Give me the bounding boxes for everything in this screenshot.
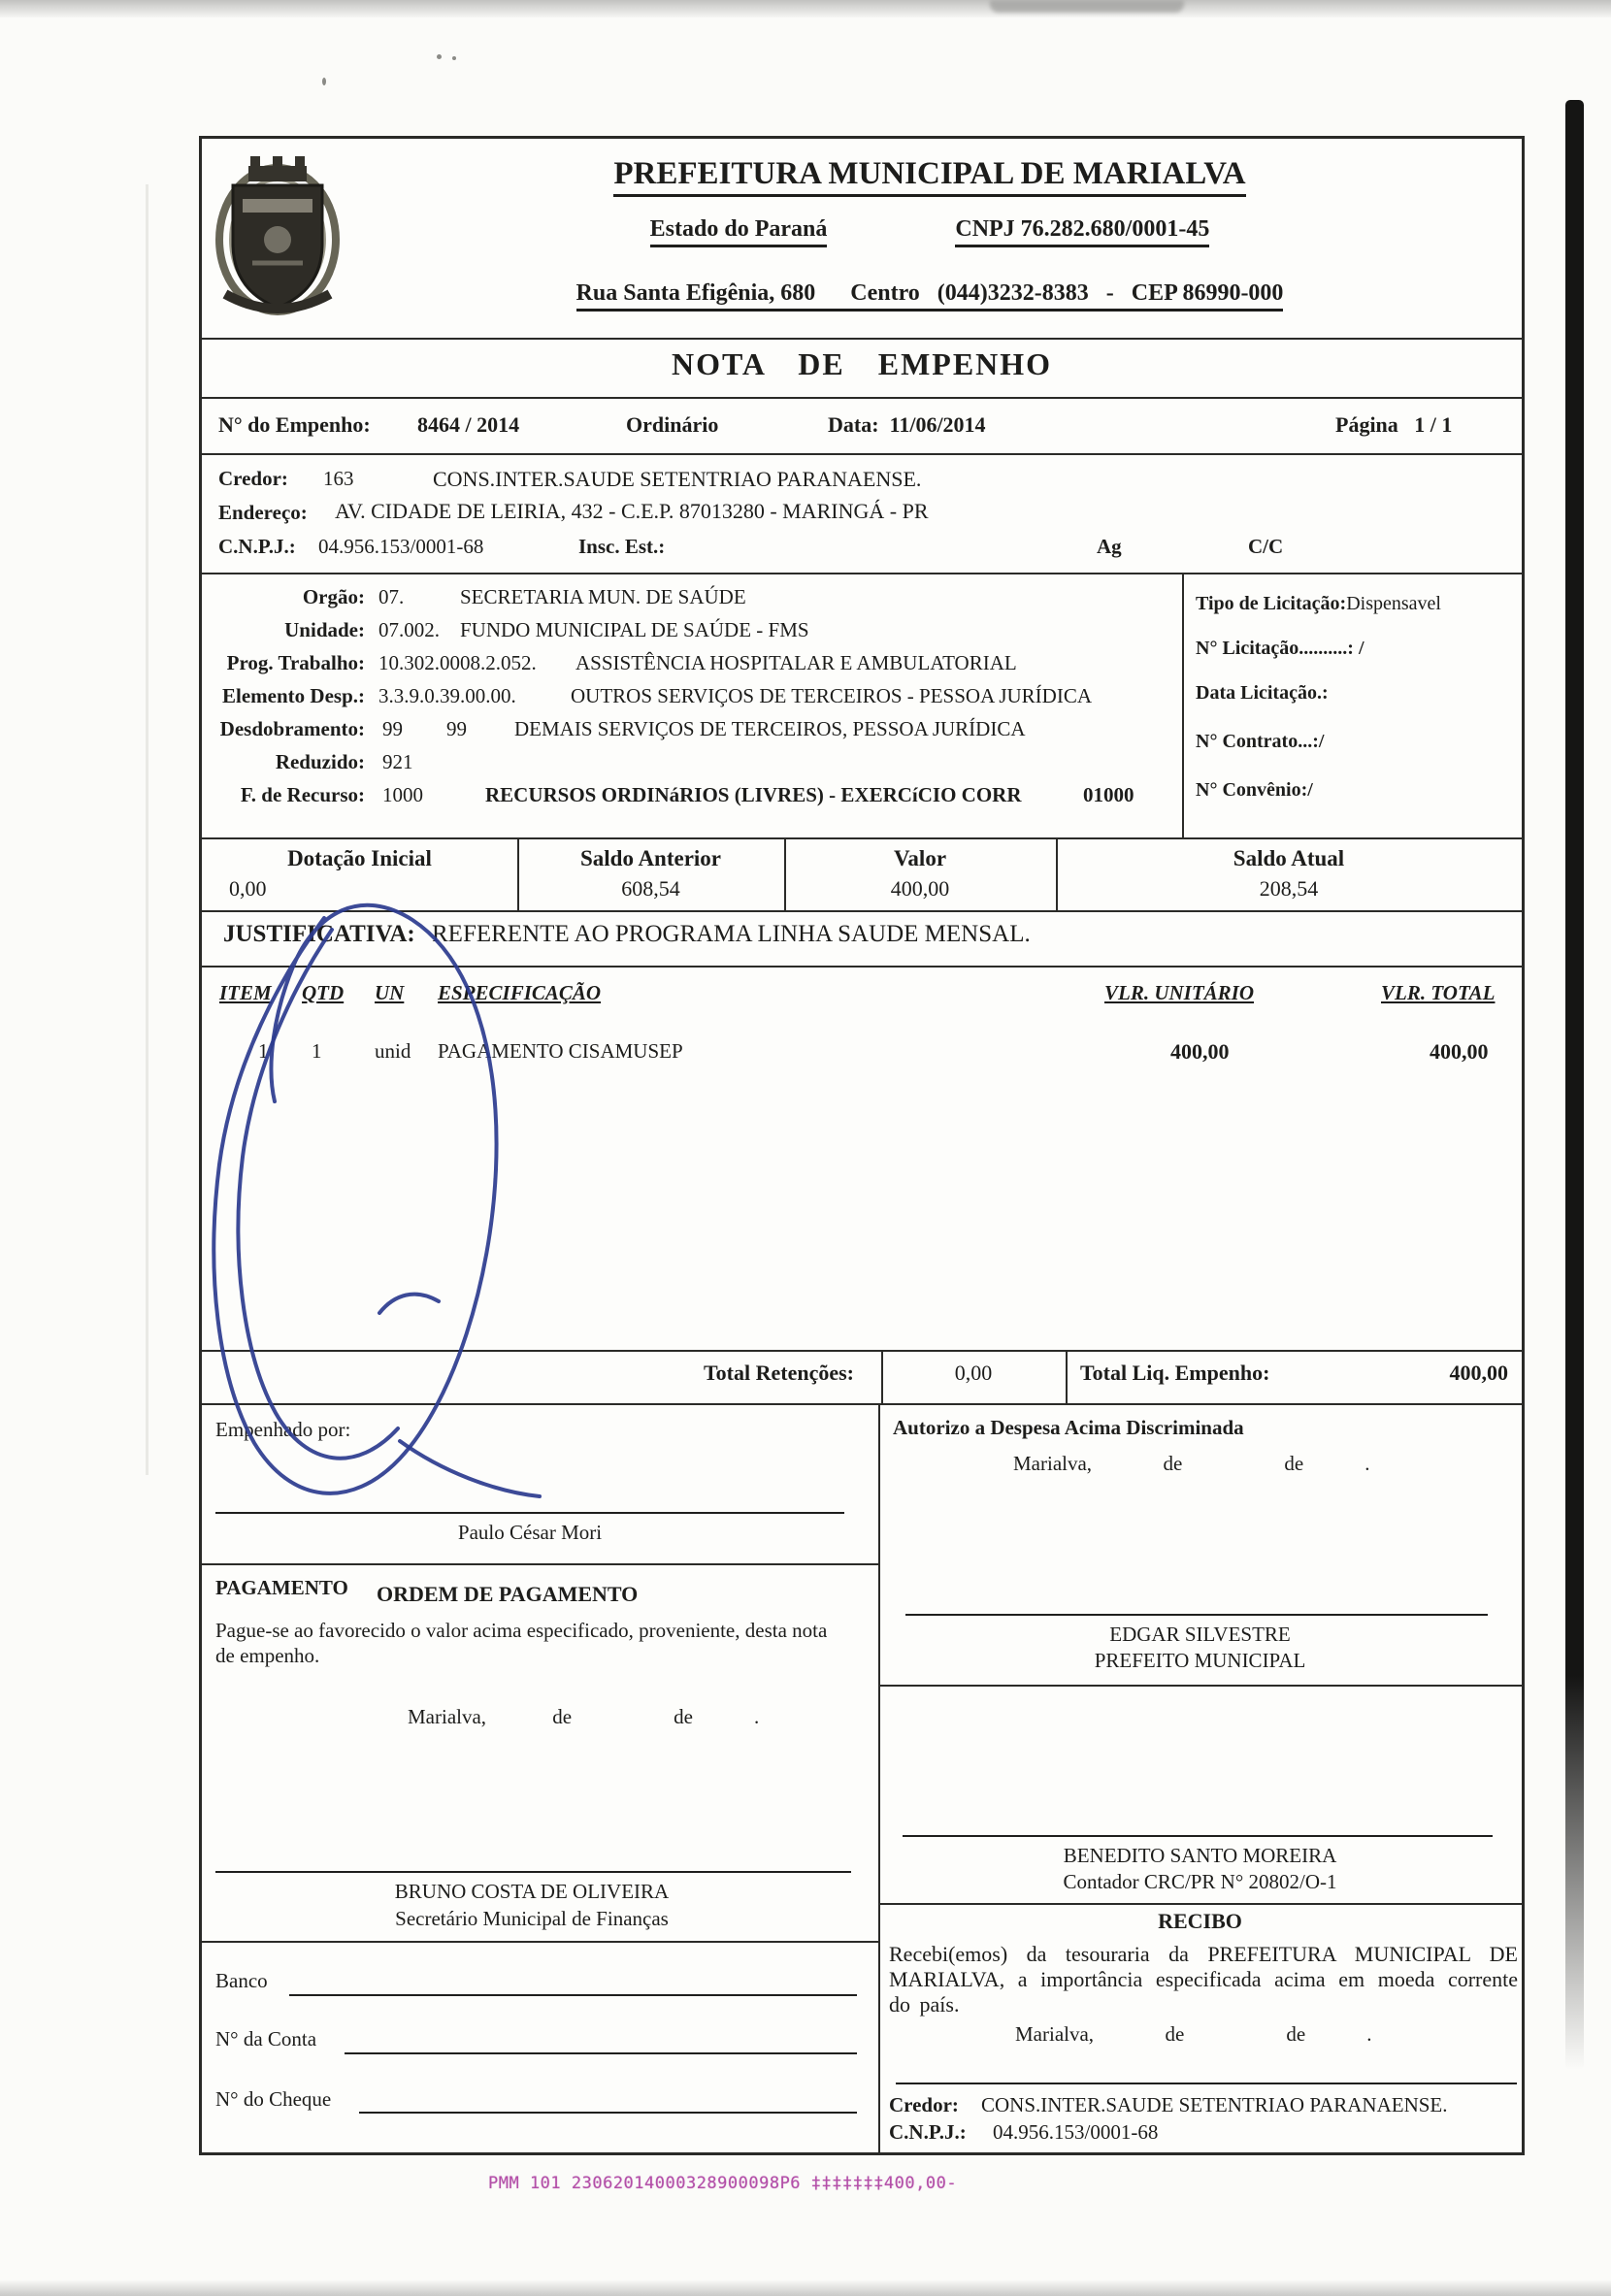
valor-value: 400,00 bbox=[890, 876, 950, 901]
col-vlr-total: VLR. TOTAL bbox=[1381, 981, 1496, 1004]
item-row-especificacao: PAGAMENTO CISAMUSEP bbox=[438, 1039, 683, 1063]
item-row-vlr-total: 400,00 bbox=[1430, 1039, 1489, 1064]
signature-line bbox=[215, 1512, 844, 1514]
empenhado-signer-name: Paulo César Mori bbox=[457, 1521, 603, 1544]
orgao-code: 07. bbox=[378, 585, 405, 608]
prog-trabalho-code: 10.302.0008.2.052. bbox=[378, 651, 537, 674]
autorizo-title: Autorizo a Despesa Acima Discriminada bbox=[893, 1416, 1244, 1439]
scan-shadow-top bbox=[0, 0, 1611, 17]
recibo-cnpj-label: C.N.P.J.: bbox=[889, 2120, 967, 2144]
recibo-credor-value: CONS.INTER.SAUDE SETENTRIAO PARANAENSE. bbox=[981, 2093, 1448, 2116]
header-cnpj: CNPJ 76.282.680/0001-45 bbox=[955, 216, 1209, 247]
accountant-name: BENEDITO SANTO MOREIRA bbox=[1063, 1844, 1337, 1867]
endereco-value: AV. CIDADE DE LEIRIA, 432 - C.E.P. 87013280 - MARINGÁ - PR bbox=[335, 499, 929, 523]
justificativa-label: JUSTIFICATIVA: bbox=[223, 921, 415, 947]
header-subtitle-row bbox=[347, 216, 1512, 244]
col-qtd: QTD bbox=[302, 981, 345, 1004]
signature-line bbox=[896, 2083, 1517, 2084]
col-especificacao: ESPECIFICAÇÃO bbox=[438, 981, 602, 1004]
col-saldo-atual: Saldo Atual bbox=[1233, 846, 1345, 870]
header-address-row bbox=[347, 280, 1512, 308]
unidade-label: Unidade: bbox=[284, 618, 365, 641]
divider-horizontal bbox=[202, 1563, 878, 1565]
desdobramento-desc: DEMAIS SERVIÇOS DE TERCEIROS, PESSOA JURÍDICA bbox=[514, 717, 1026, 740]
divider-vertical bbox=[1066, 1350, 1068, 1403]
elemento-desp-desc: OUTROS SERVIÇOS DE TERCEIROS - PESSOA JURÍDICA bbox=[571, 684, 1093, 707]
tipo-licitacao-label: Tipo de Licitação: bbox=[1196, 593, 1347, 614]
desdobramento-code: 99 bbox=[382, 717, 403, 740]
dotacao-inicial-value: 0,00 bbox=[229, 876, 267, 901]
mayor-role: PREFEITO MUNICIPAL bbox=[1094, 1649, 1306, 1672]
divider-horizontal bbox=[202, 966, 1522, 968]
justificativa-text: REFERENTE AO PROGRAMA LINHA SAUDE MENSAL. bbox=[432, 921, 1031, 947]
orgao-desc: SECRETARIA MUN. DE SAÚDE bbox=[460, 585, 746, 608]
conta-label: N° da Conta bbox=[215, 2027, 317, 2050]
data-licitacao: Data Licitação.: bbox=[1196, 682, 1329, 704]
mayor-name: EDGAR SILVESTRE bbox=[1109, 1623, 1291, 1646]
prog-trabalho-desc: ASSISTÊNCIA HOSPITALAR E AMBULATORIAL bbox=[575, 651, 1017, 674]
credor-code: 163 bbox=[323, 467, 354, 490]
empenho-page: Página 1 / 1 bbox=[1335, 412, 1453, 437]
divider-horizontal bbox=[878, 1685, 1522, 1687]
divider-horizontal bbox=[202, 338, 1522, 340]
desdobramento-label: Desdobramento: bbox=[219, 717, 365, 740]
pagamento-city-line: Marialva, de de . bbox=[408, 1705, 760, 1728]
tipo-licitacao-value: Dispensavel bbox=[1346, 593, 1441, 614]
divider-horizontal bbox=[878, 1903, 1522, 1905]
elemento-desp-label: Elemento Desp.: bbox=[222, 684, 365, 707]
total-retencoes-label: Total Retenções: bbox=[704, 1361, 854, 1385]
saldo-anterior-value: 608,54 bbox=[621, 876, 680, 901]
item-row-vlr-unitario: 400,00 bbox=[1170, 1039, 1230, 1064]
reduzido-code: 921 bbox=[382, 750, 413, 773]
empenhado-por-label: Empenhado por: bbox=[215, 1418, 351, 1441]
recibo-cnpj-value: 04.956.153/0001-68 bbox=[993, 2120, 1159, 2144]
col-item: ITEM bbox=[219, 981, 272, 1004]
f-recurso-desc: RECURSOS ORDINáRIOS (LIVRES) - EXERCíCIO CORR bbox=[485, 783, 1022, 806]
insc-est-label: Insc. Est.: bbox=[578, 535, 666, 558]
credor-name: CONS.INTER.SAUDE SETENTRIAO PARANAENSE. bbox=[433, 467, 922, 491]
desdobramento-code2: 99 bbox=[446, 717, 467, 740]
signature-line bbox=[215, 1871, 851, 1873]
signature-line bbox=[905, 1614, 1488, 1616]
total-liq-label: Total Liq. Empenho: bbox=[1080, 1361, 1270, 1385]
recibo-title: RECIBO bbox=[1158, 1909, 1242, 1933]
numero-convenio: N° Convênio:/ bbox=[1196, 779, 1313, 801]
header-address: Rua Santa Efigênia, 680 Centro (044)3232-8383 - CEP 86990-000 bbox=[576, 280, 1284, 312]
unidade-desc: FUNDO MUNICIPAL DE SAÚDE - FMS bbox=[460, 618, 809, 641]
numero-licitacao: N° Licitação..........: / bbox=[1196, 638, 1364, 659]
f-recurso-extra: 01000 bbox=[1083, 783, 1134, 806]
divider-horizontal bbox=[202, 453, 1522, 455]
unidade-code: 07.002. bbox=[378, 618, 440, 641]
header-state: Estado do Paraná bbox=[650, 216, 828, 247]
orgao-label: Orgão: bbox=[302, 585, 365, 608]
signature-line bbox=[903, 1835, 1493, 1837]
col-un: UN bbox=[375, 981, 405, 1004]
recibo-city-line: Marialva, de de . bbox=[1015, 2022, 1372, 2046]
divider-horizontal bbox=[202, 837, 1522, 839]
scan-speck bbox=[452, 56, 456, 60]
f-recurso-code: 1000 bbox=[382, 783, 423, 806]
elemento-desp-code: 3.3.9.0.39.00.00. bbox=[378, 684, 516, 707]
divider-horizontal bbox=[202, 910, 1522, 912]
ag-label: Ag bbox=[1097, 535, 1122, 558]
empenho-type: Ordinário bbox=[626, 412, 719, 437]
recibo-credor-label: Credor: bbox=[889, 2093, 959, 2116]
divider-horizontal bbox=[202, 1403, 1522, 1405]
tipo-licitacao-row bbox=[1196, 593, 1441, 615]
col-saldo-anterior: Saldo Anterior bbox=[579, 846, 722, 870]
ordem-pagamento-title: ORDEM DE PAGAMENTO bbox=[377, 1582, 639, 1606]
item-row-qtd: 1 bbox=[312, 1039, 322, 1063]
accountant-role: Contador CRC/PR N° 20802/O-1 bbox=[1063, 1870, 1337, 1893]
banco-field-line bbox=[289, 1994, 857, 1996]
empenho-number-label: N° do Empenho: bbox=[218, 412, 371, 437]
col-vlr-unitario: VLR. UNITÁRIO bbox=[1104, 981, 1255, 1004]
pagamento-text: Pague-se ao favorecido o valor acima especificado, proveniente, desta nota de empenho. bbox=[215, 1619, 828, 1667]
credor-label: Credor: bbox=[218, 467, 288, 490]
divider-vertical bbox=[1182, 573, 1184, 837]
divider-horizontal bbox=[202, 397, 1522, 399]
divider-vertical bbox=[878, 1403, 880, 2152]
cheque-field-line bbox=[359, 2112, 857, 2114]
endereco-label: Endereço: bbox=[218, 501, 308, 524]
divider-horizontal bbox=[202, 1941, 878, 1943]
document-title: NOTA DE EMPENHO bbox=[671, 346, 1053, 381]
saldo-atual-value: 208,54 bbox=[1259, 876, 1319, 901]
pagamento-title: PAGAMENTO bbox=[215, 1576, 348, 1599]
scan-speck bbox=[322, 78, 326, 85]
empenho-number-value: 8464 / 2014 bbox=[417, 412, 520, 437]
cc-label: C/C bbox=[1248, 535, 1284, 558]
divider-horizontal bbox=[202, 1350, 1522, 1352]
cnpj-label: C.N.P.J.: bbox=[218, 535, 296, 558]
scan-smudge-top bbox=[990, 0, 1184, 13]
banco-label: Banco bbox=[215, 1969, 268, 1992]
divider-horizontal bbox=[202, 573, 1522, 574]
empenho-date: Data: 11/06/2014 bbox=[828, 412, 986, 437]
header-title: PREFEITURA MUNICIPAL DE MARIALVA bbox=[347, 156, 1512, 193]
item-row-item: 1 bbox=[258, 1039, 269, 1063]
recibo-text: Recebi(emos) da tesouraria da PREFEITURA MUNICIPAL DE MARIALVA, a importância especificada acima em moeda corrente do país. bbox=[889, 1942, 1518, 2017]
nota-de-empenho-form bbox=[199, 136, 1525, 2155]
cheque-label: N° do Cheque bbox=[215, 2087, 332, 2111]
numero-contrato: N° Contrato...:/ bbox=[1196, 731, 1325, 752]
scan-speck bbox=[437, 54, 442, 59]
dot-matrix-print: PMM 101 23062014000328900098P6 ‡‡‡‡‡‡‡400,00- bbox=[488, 2174, 958, 2193]
reduzido-label: Reduzido: bbox=[275, 750, 365, 773]
autorizo-city-line: Marialva, de de . bbox=[1013, 1452, 1370, 1475]
total-liq-value: 400,00 bbox=[1449, 1361, 1508, 1385]
scan-crease bbox=[146, 184, 148, 1475]
scan-black-bar bbox=[1565, 100, 1584, 2070]
conta-field-line bbox=[345, 2052, 857, 2054]
finance-secretary-name: BRUNO COSTA DE OLIVEIRA bbox=[394, 1880, 670, 1903]
item-row-un: unid bbox=[375, 1039, 411, 1063]
f-recurso-label: F. de Recurso: bbox=[240, 783, 365, 806]
col-dotacao-inicial: Dotação Inicial bbox=[287, 846, 432, 870]
col-valor: Valor bbox=[893, 846, 947, 870]
prog-trabalho-label: Prog. Trabalho: bbox=[226, 651, 365, 674]
municipal-coat-of-arms-icon bbox=[210, 147, 345, 334]
cnpj-value: 04.956.153/0001-68 bbox=[318, 535, 484, 558]
total-retencoes-value: 0,00 bbox=[954, 1361, 993, 1385]
scan-shadow-bottom bbox=[0, 2280, 1611, 2296]
finance-secretary-role: Secretário Municipal de Finanças bbox=[395, 1907, 669, 1930]
